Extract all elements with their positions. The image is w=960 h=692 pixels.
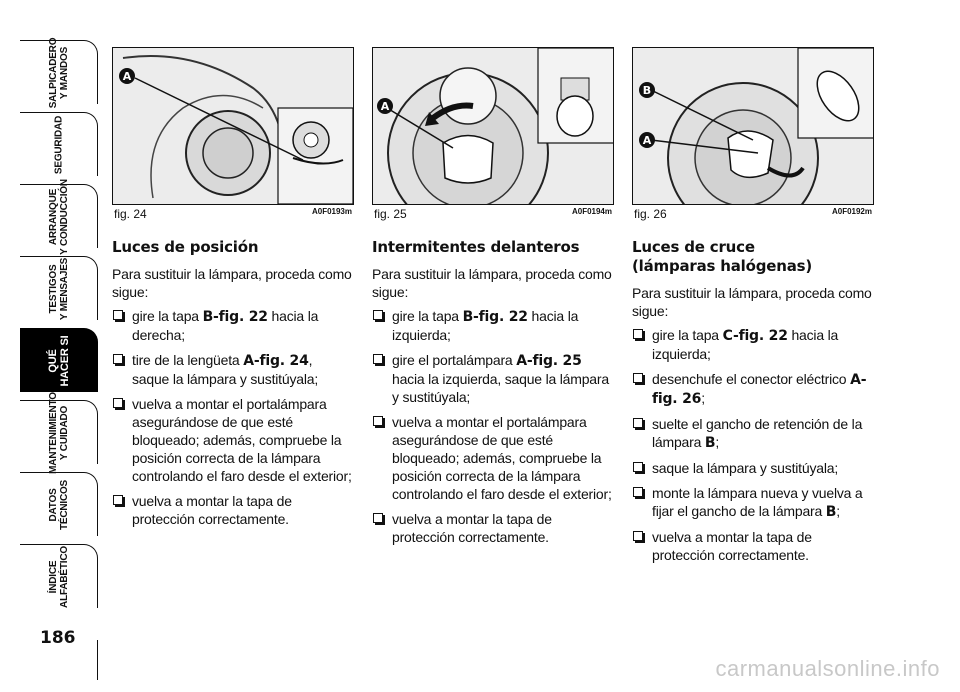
figure-24 [112,47,354,223]
tab-datos-tecnicos[interactable] [20,472,98,536]
tab-mantenimiento[interactable] [20,391,98,474]
figure-code: A0F0192m [831,207,872,216]
section-title: Luces de posición [112,238,259,256]
section-title: Intermitentes delanteros [372,238,580,256]
list-item: vuelva a montar el portalámpara asegurándose de que esté bloqueado; además, compruebe la posición correcta de la lámpara controlando el faro desde el exterior; [372,413,612,503]
checkbox-bullet-icon [633,373,643,383]
figure-image [372,47,614,205]
checkbox-bullet-icon [113,354,123,364]
checkbox-bullet-icon [633,487,643,497]
list-item: gire la tapa C-fig. 22 hacia la izquierda; [632,326,872,363]
figure-code: A0F0193m [311,207,352,216]
list-item: tire de la lengüeta A-fig. 24, saque la lámpara y sustitúyala; [112,351,352,388]
steps-list [632,326,872,564]
checkbox-bullet-icon [373,354,383,364]
list-item: vuelva a montar el portalámpara asegurándose de que esté bloqueado; además, compruebe la posición correcta de la lámpara controlando el faro desde el exterior; [112,395,352,485]
section-intro: Para sustituir la lámpara, proceda como sigue: [372,266,612,300]
section-luces-cruce [632,238,872,571]
list-item: vuelva a montar la tapa de protección correctamente. [372,510,612,546]
tab-label: ARRANQUE Y CONDUCCIÓN [47,178,70,255]
tab-que-hacer-si[interactable] [20,328,98,392]
checkbox-bullet-icon [633,462,643,472]
chapter-sidebar [20,0,100,692]
tab-label: MANTENIMIENTO Y CUIDADO [47,391,70,474]
tab-label: TESTIGOS Y MENSAJES [47,257,70,320]
turn-signal-lamp-illustration [373,48,614,205]
steps-list [112,307,352,528]
checkbox-bullet-icon [373,310,383,320]
list-item: suelte el gancho de retención de la lámpara B; [632,415,872,452]
section-title: Luces de cruce (lámparas halógenas) [632,238,813,275]
figure-caption: fig. 24 [114,207,147,221]
fig-label: A [380,100,390,113]
fig-label: B [642,84,652,97]
list-item: monte la lámpara nueva y vuelva a fijar el gancho de la lámpara B; [632,484,872,521]
checkbox-bullet-icon [373,416,383,426]
tab-salpicadero[interactable] [20,37,98,108]
watermark: carmanualsonline.info [715,656,940,681]
tab-seguridad[interactable] [20,112,98,176]
figure-caption: fig. 26 [634,207,667,221]
section-intermitentes [372,238,612,553]
list-item: vuelva a montar la tapa de protección correctamente. [112,492,352,528]
tab-arranque[interactable] [20,178,98,255]
figure-26 [632,47,874,223]
checkbox-bullet-icon [113,310,123,320]
checkbox-bullet-icon [633,418,643,428]
tab-label: QUÉ HACER SI [46,335,71,386]
list-item: gire la tapa B-fig. 22 hacia la derecha; [112,307,352,344]
tab-label: DATOS TÉCNICOS [47,479,70,530]
low-beam-lamp-illustration [633,48,874,205]
section-luces-posicion [112,238,352,535]
checkbox-bullet-icon [633,531,643,541]
divider [97,640,98,680]
tab-indice[interactable] [20,544,98,608]
figure-25 [372,47,614,223]
tab-label: SALPICADERO Y MANDOS [47,37,70,108]
list-item: gire la tapa B-fig. 22 hacia la izquierda; [372,307,612,344]
list-item: saque la lámpara y sustitúyala; [632,459,872,477]
page-number: 186 [40,628,76,648]
checkbox-bullet-icon [113,495,123,505]
figure-code: A0F0194m [571,207,612,216]
section-intro: Para sustituir la lámpara, proceda como sigue: [112,266,352,300]
tab-label: ÍNDICE ALFABÉTICO [47,545,70,608]
fig-label: A [122,70,132,83]
checkbox-bullet-icon [373,513,383,523]
figure-image [632,47,874,205]
tab-label: SEGURIDAD [53,115,64,174]
fig-label: A [642,134,652,147]
list-item: vuelva a montar la tapa de protección correctamente. [632,528,872,564]
headlight-position-lamp-illustration [113,48,354,205]
list-item: gire el portalámpara A-fig. 25 hacia la izquierda, saque la lámpara y sustitúyala; [372,351,612,406]
figure-image [112,47,354,205]
figure-caption: fig. 25 [374,207,407,221]
checkbox-bullet-icon [113,398,123,408]
tab-testigos[interactable] [20,256,98,320]
steps-list [372,307,612,546]
section-intro: Para sustituir la lámpara, proceda como sigue: [632,285,872,319]
list-item: desenchufe el conector eléctrico A-fig. 26; [632,370,872,408]
checkbox-bullet-icon [633,329,643,339]
